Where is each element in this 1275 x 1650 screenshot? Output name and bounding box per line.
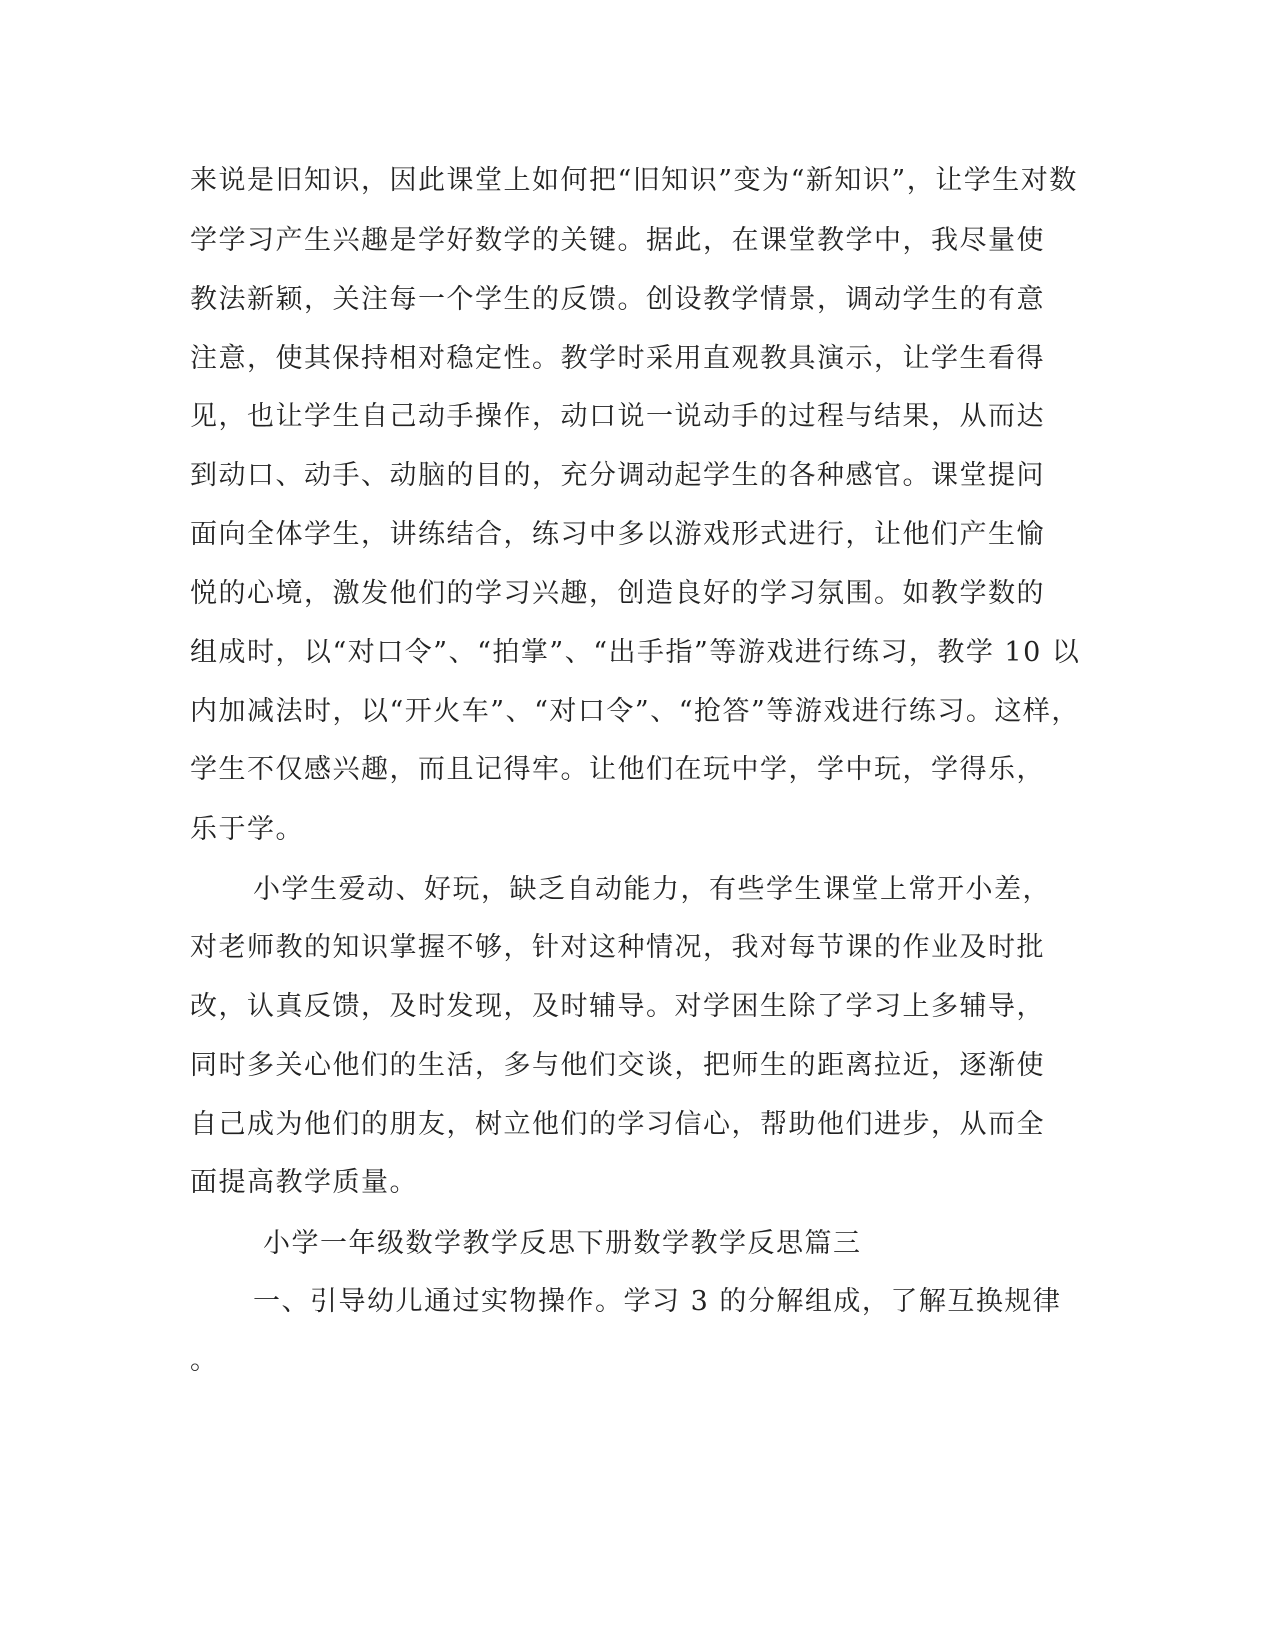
text-line: 内加减法时，以“开火车”、“对口令”、“抢答”等游戏进行练习。这样， <box>190 696 1080 727</box>
text-line: 学生不仅感兴趣，而且记得牢。让他们在玩中学，学中玩，学得乐， <box>190 754 1045 785</box>
section-title: 小学一年级数学教学反思下册数学教学反思篇三 <box>263 1228 862 1259</box>
text-line: 面提高教学质量。 <box>190 1167 418 1198</box>
text-line: 改，认真反馈，及时发现，及时辅导。对学困生除了学习上多辅导， <box>190 991 1045 1022</box>
text-line: 自己成为他们的朋友，树立他们的学习信心，帮助他们进步，从而全 <box>190 1109 1045 1140</box>
text-line: 同时多关心他们的生活，多与他们交谈，把师生的距离拉近，逐渐使 <box>190 1050 1045 1081</box>
text-line: 对老师教的知识掌握不够，针对这种情况，我对每节课的作业及时批 <box>190 932 1045 963</box>
text-line: 学学习产生兴趣是学好数学的关键。据此，在课堂教学中，我尽量使 <box>190 225 1045 256</box>
text-line: 悦的心境，激发他们的学习兴趣，创造良好的学习氛围。如教学数的 <box>190 578 1045 609</box>
text-line: 组成时，以“对口令”、“拍掌”、“出手指”等游戏进行练习，教学 10 以 <box>190 637 1081 668</box>
text-line: 乐于学。 <box>190 814 304 845</box>
text-line: 到动口、动手、动脑的目的，充分调动起学生的各种感官。课堂提问 <box>190 460 1045 491</box>
text-line: 注意，使其保持相对稳定性。教学时采用直观教具演示，让学生看得 <box>190 343 1045 374</box>
text-line: 一、引导幼儿通过实物操作。学习 3 的分解组成，了解互换规律 <box>253 1286 1062 1317</box>
text-line: 教法新颖，关注每一个学生的反馈。创设教学情景，调动学生的有意 <box>190 284 1045 315</box>
text-line: 面向全体学生，讲练结合，练习中多以游戏形式进行，让他们产生愉 <box>190 519 1045 550</box>
text-line: 见，也让学生自己动手操作，动口说一说动手的过程与结果，从而达 <box>190 401 1045 432</box>
text-line: 来说是旧知识，因此课堂上如何把“旧知识”变为“新知识”，让学生对数 <box>190 165 1078 196</box>
text-line: 小学生爱动、好玩，缺乏自动能力，有些学生课堂上常开小差， <box>253 874 1051 905</box>
text-line: 。 <box>190 1345 219 1376</box>
